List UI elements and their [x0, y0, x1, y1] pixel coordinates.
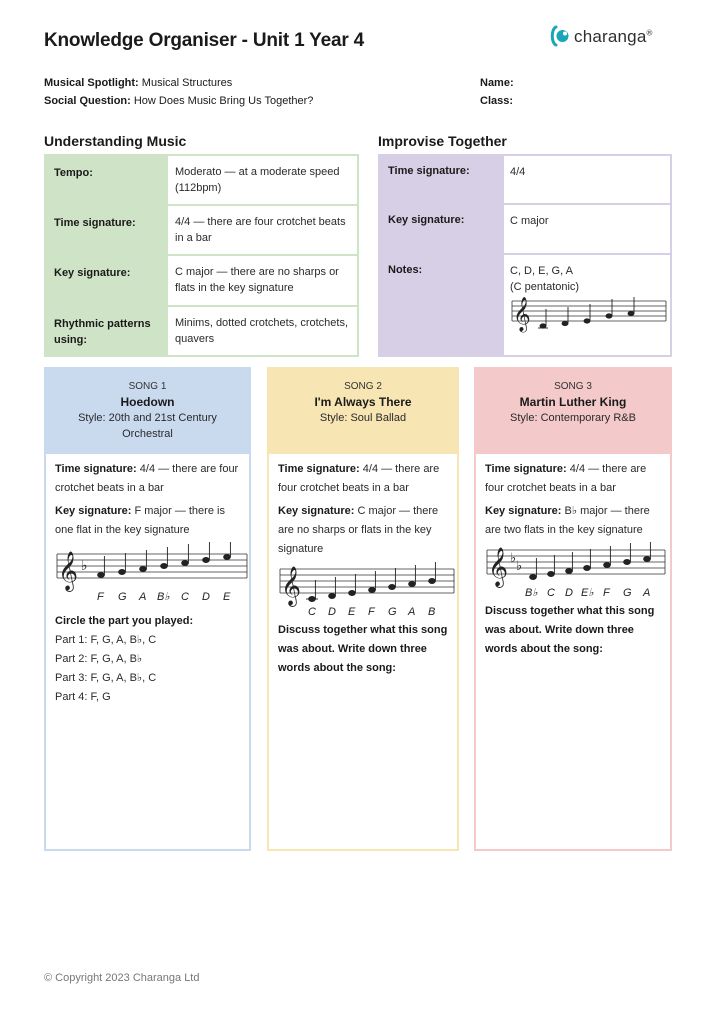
note-label: A: [408, 606, 416, 618]
song-body: [275, 454, 451, 849]
list-item[interactable]: Part 4: F, G: [55, 691, 111, 703]
table-row: [380, 255, 670, 355]
note-label: G: [118, 591, 127, 603]
page-title: Knowledge Organiser - Unit 1 Year 4: [44, 30, 364, 51]
discuss-prompt: Discuss together what this song was about. Write down three words about the song:: [485, 605, 655, 655]
time-signature-text: Time signature: 4/4 — there are four crotchet beats in a bar: [55, 463, 239, 494]
treble-clef-icon: 𝄞: [281, 566, 302, 606]
row-label: Time signature:: [388, 165, 470, 177]
song-style: Style: Soul Ballad: [319, 412, 407, 424]
note-label: D: [328, 606, 336, 618]
song-card-2: [267, 367, 459, 851]
b-flat-major-staff: [485, 542, 667, 600]
musical-spotlight: Musical Spotlight: Musical Structures: [44, 77, 233, 89]
social-question: Social Question: How Does Music Bring Us Together?: [44, 95, 314, 107]
note-label: C: [308, 606, 316, 618]
row-value: C major: [504, 205, 670, 253]
table-row: [46, 307, 357, 355]
key-signature-text: Key signature: C major — there are no sharps or flats in the key signature: [278, 505, 439, 555]
charanga-logo: [548, 22, 678, 52]
table-row: [380, 205, 670, 255]
understanding-music-table: [44, 154, 359, 357]
note-label: C: [547, 587, 555, 599]
song-header: [476, 369, 670, 454]
list-item[interactable]: Part 1: F, G, A, B♭, C: [55, 634, 157, 646]
improvise-together-table: [378, 154, 672, 357]
song-header: [269, 369, 457, 454]
note-label: D: [565, 587, 573, 599]
row-value: C major — there are no sharps or flats in the key signature: [168, 256, 357, 305]
flat-icon: ♭: [81, 557, 88, 573]
list-item[interactable]: Part 3: F, G, A, B♭, C: [55, 672, 157, 684]
note-label: D: [202, 591, 210, 603]
song-name: Hoedown: [120, 395, 175, 409]
table-row: [46, 206, 357, 256]
understanding-music-heading: Understanding Music: [44, 133, 187, 149]
notes-list: C, D, E, G, A: [510, 265, 573, 277]
note-label: G: [623, 587, 632, 599]
song-header: [46, 369, 249, 454]
note-label: F: [97, 591, 104, 603]
row-value: 4/4 — there are four crotchet beats in a bar: [168, 206, 357, 254]
note-label: E: [223, 591, 231, 603]
song-card-1: [44, 367, 251, 851]
discuss-prompt: Discuss together what this song was about. Write down three words about the song:: [278, 624, 448, 674]
song-number: SONG 3: [554, 381, 592, 392]
pentatonic-staff: [510, 295, 668, 335]
circle-prompt: Circle the part you played:: [55, 615, 194, 627]
row-label: Rhythmic patterns using:: [54, 318, 151, 346]
note-label: B♭: [525, 587, 538, 599]
treble-clef-icon: 𝄞: [513, 297, 531, 332]
note-label: C: [181, 591, 189, 603]
note-label: A: [643, 587, 651, 599]
flat-icon: ♭: [516, 558, 523, 573]
parts-list: [55, 631, 240, 707]
note-label: E♭: [581, 587, 594, 599]
note-label: F: [603, 587, 610, 599]
table-row: [46, 156, 357, 206]
song-number: SONG 2: [344, 381, 382, 392]
charanga-logo-icon: [548, 24, 572, 48]
row-value: 4/4: [504, 156, 670, 203]
f-major-staff: [55, 542, 249, 608]
song-name: Martin Luther King: [519, 395, 627, 409]
c-major-staff: [278, 561, 456, 619]
flat-icon: ♭: [510, 550, 517, 565]
list-item[interactable]: Part 2: F, G, A, B♭: [55, 653, 143, 665]
treble-clef-icon: 𝄞: [488, 547, 509, 587]
row-label: Key signature:: [54, 267, 131, 279]
row-label: Key signature:: [388, 214, 465, 226]
copyright: © Copyright 2023 Charanga Ltd: [44, 972, 200, 984]
song-body: [52, 454, 243, 849]
row-value: Minims, dotted crotchets, crotchets, quavers: [168, 307, 357, 355]
time-signature-text: Time signature: 4/4 — there are four crotchet beats in a bar: [278, 463, 440, 494]
table-row: [46, 256, 357, 307]
song-style: Style: Contemporary R&B: [510, 412, 636, 424]
row-value: Moderato — at a moderate speed (112bpm): [168, 156, 357, 204]
song-name: I'm Always There: [314, 395, 412, 409]
logo-wordmark: charanga®: [574, 27, 653, 46]
improvise-together-heading: Improvise Together: [378, 133, 507, 149]
note-label: B: [428, 606, 436, 618]
note-label: E: [348, 606, 356, 618]
song-style: Style: 20th and 21st Century Orchestral: [78, 412, 217, 440]
class-label: Class:: [480, 95, 514, 107]
row-value: [504, 255, 670, 355]
row-label: Notes:: [388, 264, 423, 276]
notes-sub: (C pentatonic): [510, 281, 580, 293]
note-label: G: [388, 606, 397, 618]
key-signature-text: Key signature: B♭ major — there are two flats in the key signature: [485, 505, 650, 536]
song-card-3: [474, 367, 672, 851]
time-signature-text: Time signature: 4/4 — there are four crotchet beats in a bar: [485, 463, 647, 494]
table-row: [380, 156, 670, 205]
note-label: A: [139, 591, 147, 603]
key-signature-text: Key signature: F major — there is one flat in the key signature: [55, 505, 225, 536]
name-label: Name:: [480, 77, 514, 89]
note-label: B♭: [157, 591, 170, 603]
treble-clef-icon: 𝄞: [58, 551, 79, 591]
note-label: F: [368, 606, 375, 618]
song-body: [482, 454, 664, 849]
song-number: SONG 1: [128, 381, 167, 392]
row-label: Time signature:: [54, 217, 136, 229]
row-label: Tempo:: [54, 167, 93, 179]
